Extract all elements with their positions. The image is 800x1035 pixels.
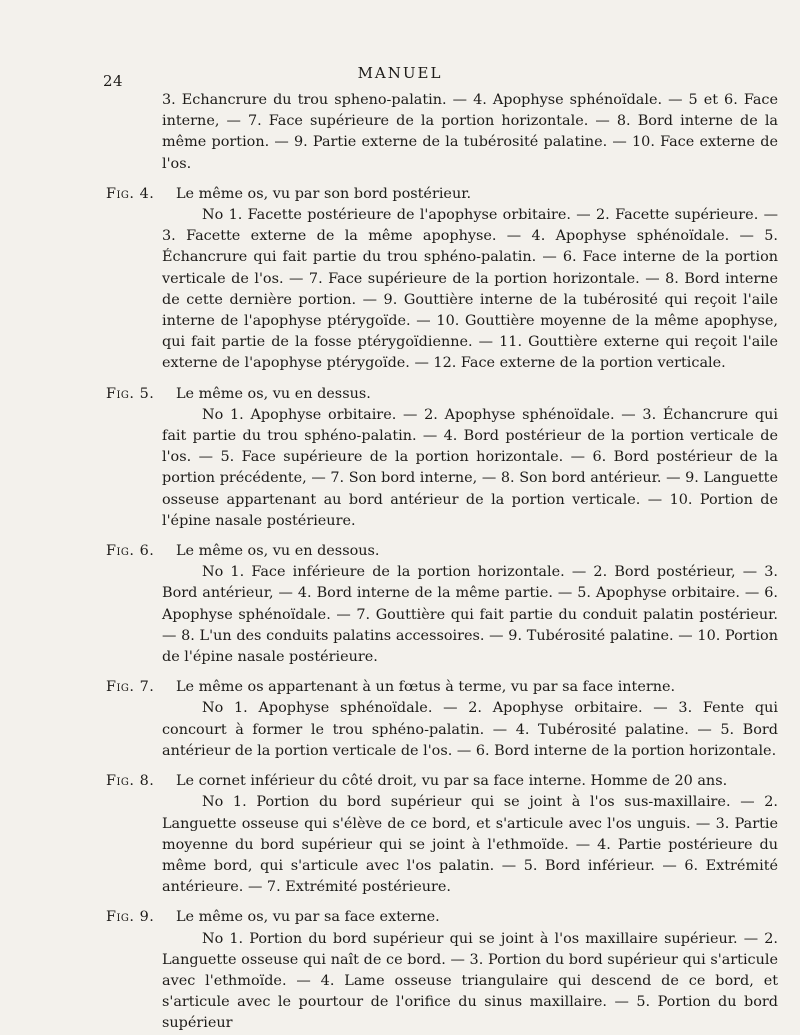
figure-legend: No 1. Facette postérieure de l'apophyse orbitaire. — 2. Facette supérieure. — 3. Facette externe de la même apophyse. — 4. Apophyse sphénoïdale. — 5. Échancrure qui fait partie du trou sphéno-palatin. — 6. Face interne de la portion verticale de l'os. — 7. Face supérieure de la portion horizontale. — 8. Bord interne de cette dernière portion. — 9. Gouttière interne de la tubérosité qui reçoit l'aile interne de l'apophyse ptérygoïde. — 10. Gouttière moyenne de la même apophyse, qui fait partie de la fosse ptérygoïdienne. — 11. Gouttière externe qui reçoit l'aile externe de l'apophyse ptérygoïde. — 12. Face externe de la portion verticale. xyxy=(162,207,778,372)
figure-legend: No 1. Apophyse orbitaire. — 2. Apophyse sphénoïdale. — 3. Échancrure qui fait partie du trou sphéno-palatin. — 4. Bord postérieur de la portion verticale de l'os. — 5. Face supérieure de la portion horizontale. — 6. Bord postérieur de la portion précédente, — 7. Son bord interne, — 8. Son bord antérieur. — 9. Languette osseuse appartenant au bord antérieur de la portion verticale. — 10. Portion de l'épine nasale postérieure. xyxy=(162,406,778,529)
figure-title: Le même os, vu par sa face externe. xyxy=(176,909,440,926)
figure-label: Fig. 4. xyxy=(106,185,155,202)
figure-label: Fig. 7. xyxy=(106,679,155,696)
figure-legend: No 1. Face inférieure de la portion horizontale. — 2. Bord postérieur, — 3. Bord antérieur, — 4. Bord interne de la même partie. — 5. Apophyse orbitaire. — 6. Apophyse sphénoïdale. — 7. Gouttière qui fait partie du conduit palatin postérieur. — 8. L'un des conduits palatins accessoires. — 9. Tubérosité palatine. — 10. Portion de l'épine nasale postérieure. xyxy=(162,564,778,666)
figure-title: Le même os appartenant à un fœtus à terme, vu par sa face interne. xyxy=(176,679,676,696)
figure-title: Le même os, vu en dessus. xyxy=(176,385,371,402)
figure-title: Le cornet inférieur du côté droit, vu par sa face interne. Homme de 20 ans. xyxy=(176,773,728,790)
page-number: 24 xyxy=(103,72,124,90)
figure-entry-6 xyxy=(106,541,778,668)
figure-entry-8 xyxy=(106,771,778,898)
figure-entry-4 xyxy=(106,184,778,375)
figure-label: Fig. 6. xyxy=(106,543,155,560)
figure-label: Fig. 8. xyxy=(106,773,155,790)
figure-entry-9 xyxy=(106,907,778,1034)
figure-legend: No 1. Portion du bord supérieur qui se joint à l'os sus-maxillaire. — 2. Languette osseuse qui s'élève de ce bord, et s'articule avec l'os unguis. — 3. Partie moyenne du bord supérieur qui se joint à l'ethmoïde. — 4. Partie postérieure du même bord, qui s'articule avec l'os palatin. — 5. Bord inférieur. — 6. Extrémité antérieure. — 7. Extrémité postérieure. xyxy=(162,794,778,896)
figure-legend: No 1. Portion du bord supérieur qui se joint à l'os maxillaire supérieur. — 2. Languette osseuse qui naît de ce bord. — 3. Portion du bord supérieur qui s'articule avec l'ethmoïde. — 4. Lame osseuse triangulaire qui descend de ce bord, et s'articule avec le pourtour de l'orifice du sinus maxillaire. — 5. Portion du bord supérieur xyxy=(162,930,778,1032)
figure-entry-7 xyxy=(106,677,778,762)
continued-paragraph: 3. Echancrure du trou spheno-palatin. — 4. Apophyse sphénoïdale. — 5 et 6. Face interne, — 7. Face supérieure de la portion horizontale. — 8. Bord interne de la même portion. — 9. Partie externe de la tubérosité palatine. — 10. Face externe de l'os. xyxy=(162,92,778,172)
figure-title: Le même os, vu en dessous. xyxy=(176,543,380,560)
figure-title: Le même os, vu par son bord postérieur. xyxy=(176,185,472,202)
figure-legend: No 1. Apophyse sphénoïdale. — 2. Apophyse orbitaire. — 3. Fente qui concourt à former le trou sphéno-palatin. — 4. Tubérosité palatine. — 5. Bord antérieur de la portion verticale de l'os. — 6. Bord interne de la portion horizontale. xyxy=(162,700,778,759)
running-title: MANUEL xyxy=(357,64,443,82)
figure-entry-5 xyxy=(106,384,778,532)
page-content xyxy=(106,90,778,1035)
figure-label: Fig. 5. xyxy=(106,385,155,402)
figure-label: Fig. 9. xyxy=(106,909,155,926)
